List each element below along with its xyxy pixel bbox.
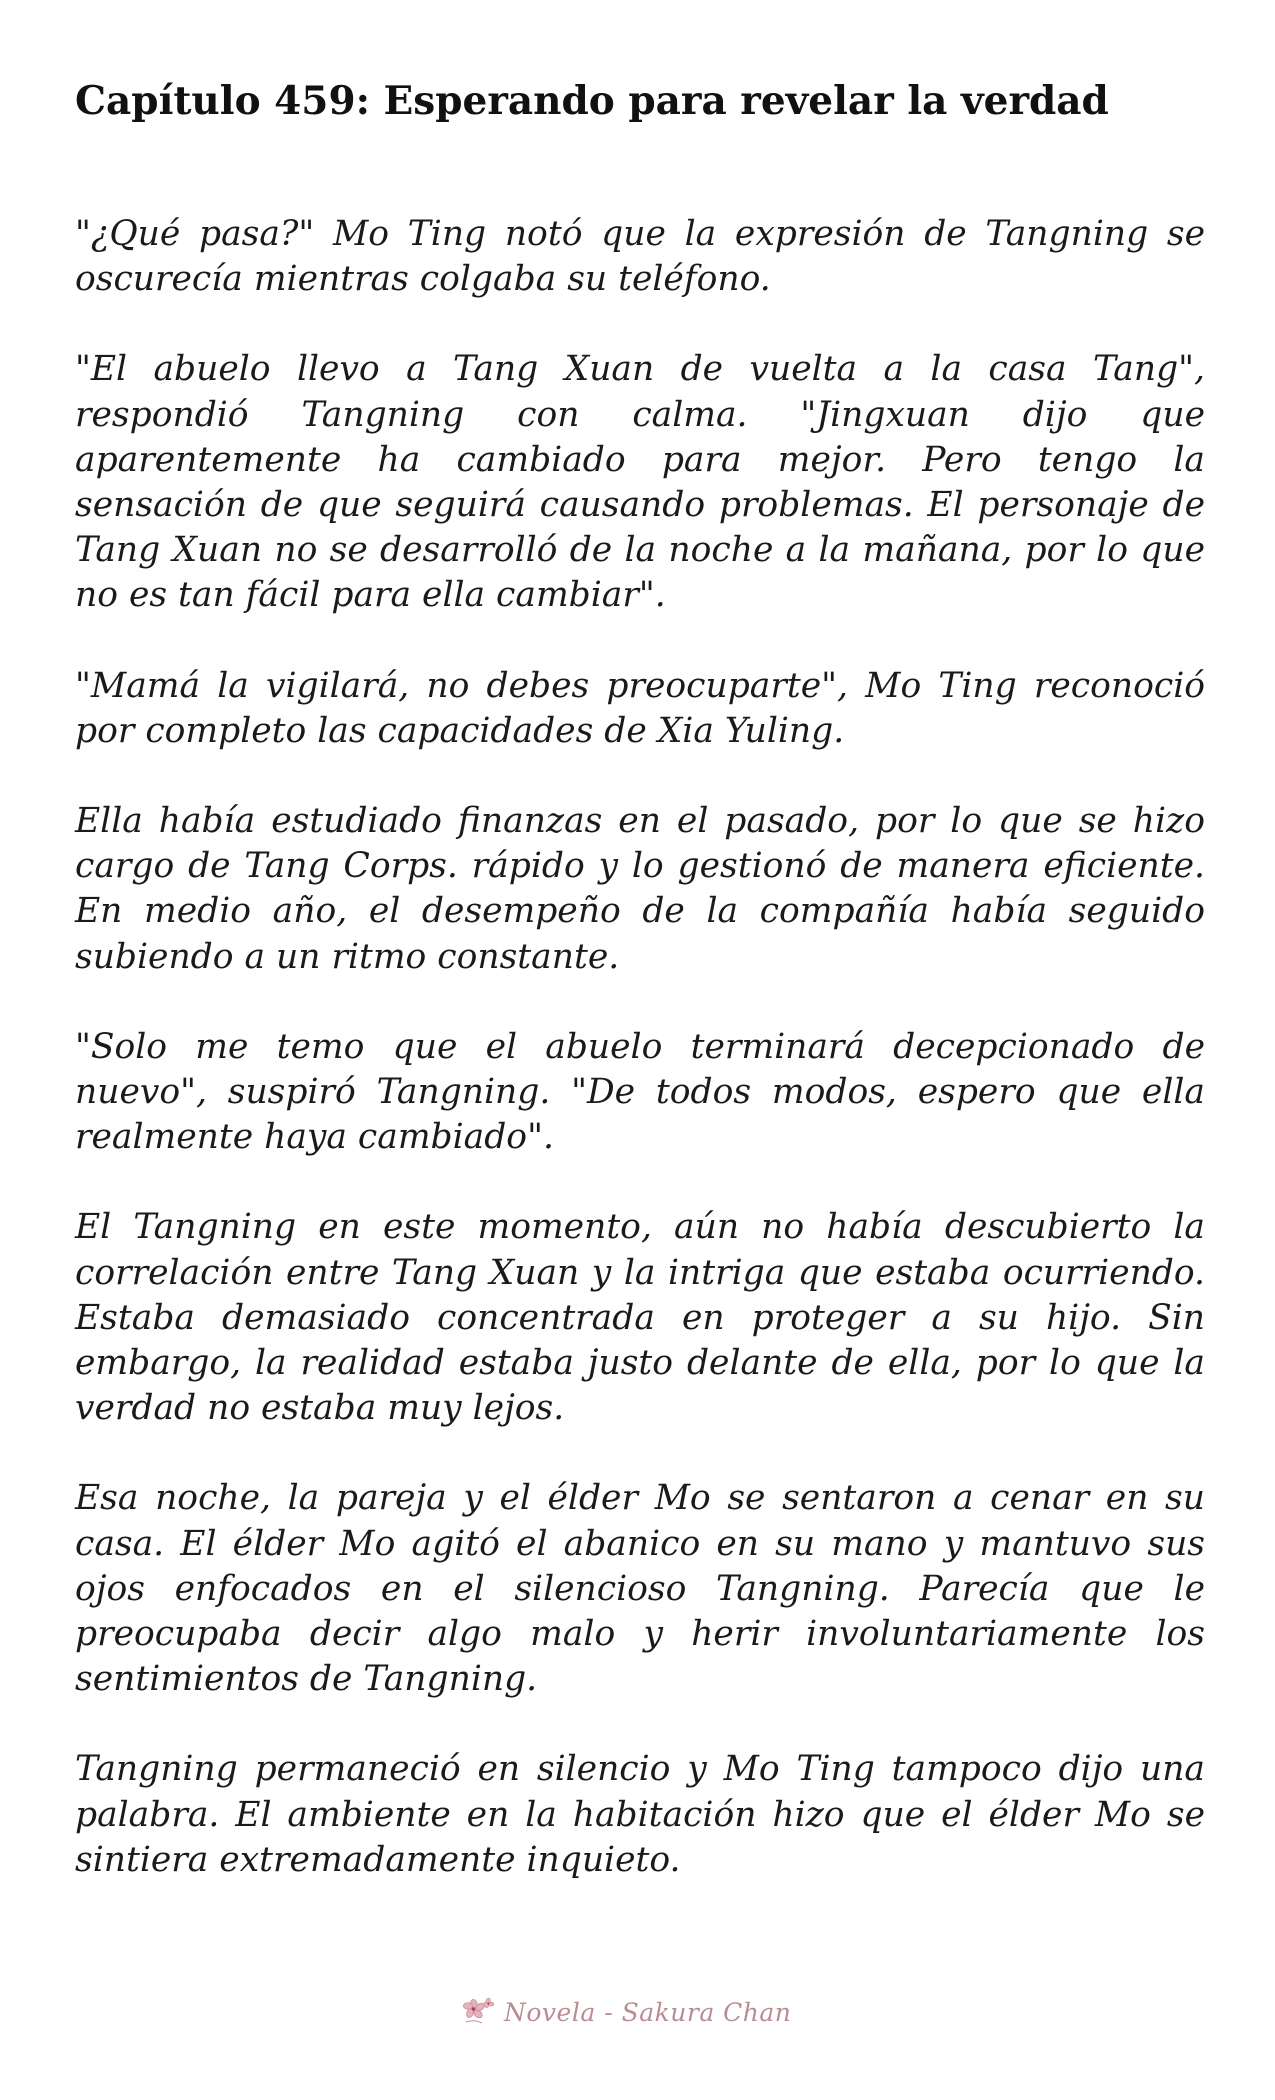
paragraph: "¿Qué pasa?" Mo Ting notó que la expresión de Tangning se oscurecía mientras colgaba su teléfono. xyxy=(75,214,1205,300)
paragraph: "Mamá la vigilará, no debes preocuparte", Mo Ting reconoció por completo las capacidades de Xia Yuling. xyxy=(75,665,1205,751)
paragraph: "El abuelo llevo a Tang Xuan de vuelta a la casa Tang", respondió Tangning con calma. "Jingxuan dijo que aparentemente ha cambiado para mejor. Pero tengo la sensación de que seguirá causando problemas. El personaje de Tang Xuan no se desarrolló de la noche a la mañana, por lo que no es tan fácil para ella cambiar". xyxy=(75,349,1205,616)
paragraph: Esa noche, la pareja y el élder Mo se sentaron a cenar en su casa. El élder Mo agitó el abanico en su mano y mantuvo sus ojos enfocados en el silencioso Tangning. Parecía que le preocupaba decir algo malo y herir involuntariamente los sentimientos de Tangning. xyxy=(75,1478,1205,1700)
paragraph: Ella había estudiado finanzas en el pasado, por lo que se hizo cargo de Tang Corps. rápido y lo gestionó de manera eficiente. En medio año, el desempeño de la compañía había seguido subiendo a un ritmo constante. xyxy=(75,801,1205,977)
paragraph: Tangning permaneció en silencio y Mo Ting tampoco dijo una palabra. El ambiente en la habitación hizo que el élder Mo se sintiera extremadamente inquieto. xyxy=(75,1749,1205,1880)
paragraph: "Solo me temo que el abuelo terminará decepcionado de nuevo", suspiró Tangning. "De todos modos, espero que ella realmente haya cambiado". xyxy=(75,1026,1205,1158)
watermark-text: Novela - Sakura Chan xyxy=(504,1997,792,2027)
chapter-body xyxy=(75,212,1205,1928)
chapter-title: Capítulo 459: Esperando para revelar la verdad xyxy=(75,78,1109,124)
sakura-blossom-icon xyxy=(462,1995,496,2029)
watermark xyxy=(462,1992,791,2032)
paragraph: El Tangning en este momento, aún no había descubierto la correlación entre Tang Xuan y la intriga que estaba ocurriendo. Estaba demasiado concentrada en proteger a su hijo. Sin embargo, la realidad estaba justo delante de ella, por lo que la verdad no estaba muy lejos. xyxy=(75,1207,1205,1429)
